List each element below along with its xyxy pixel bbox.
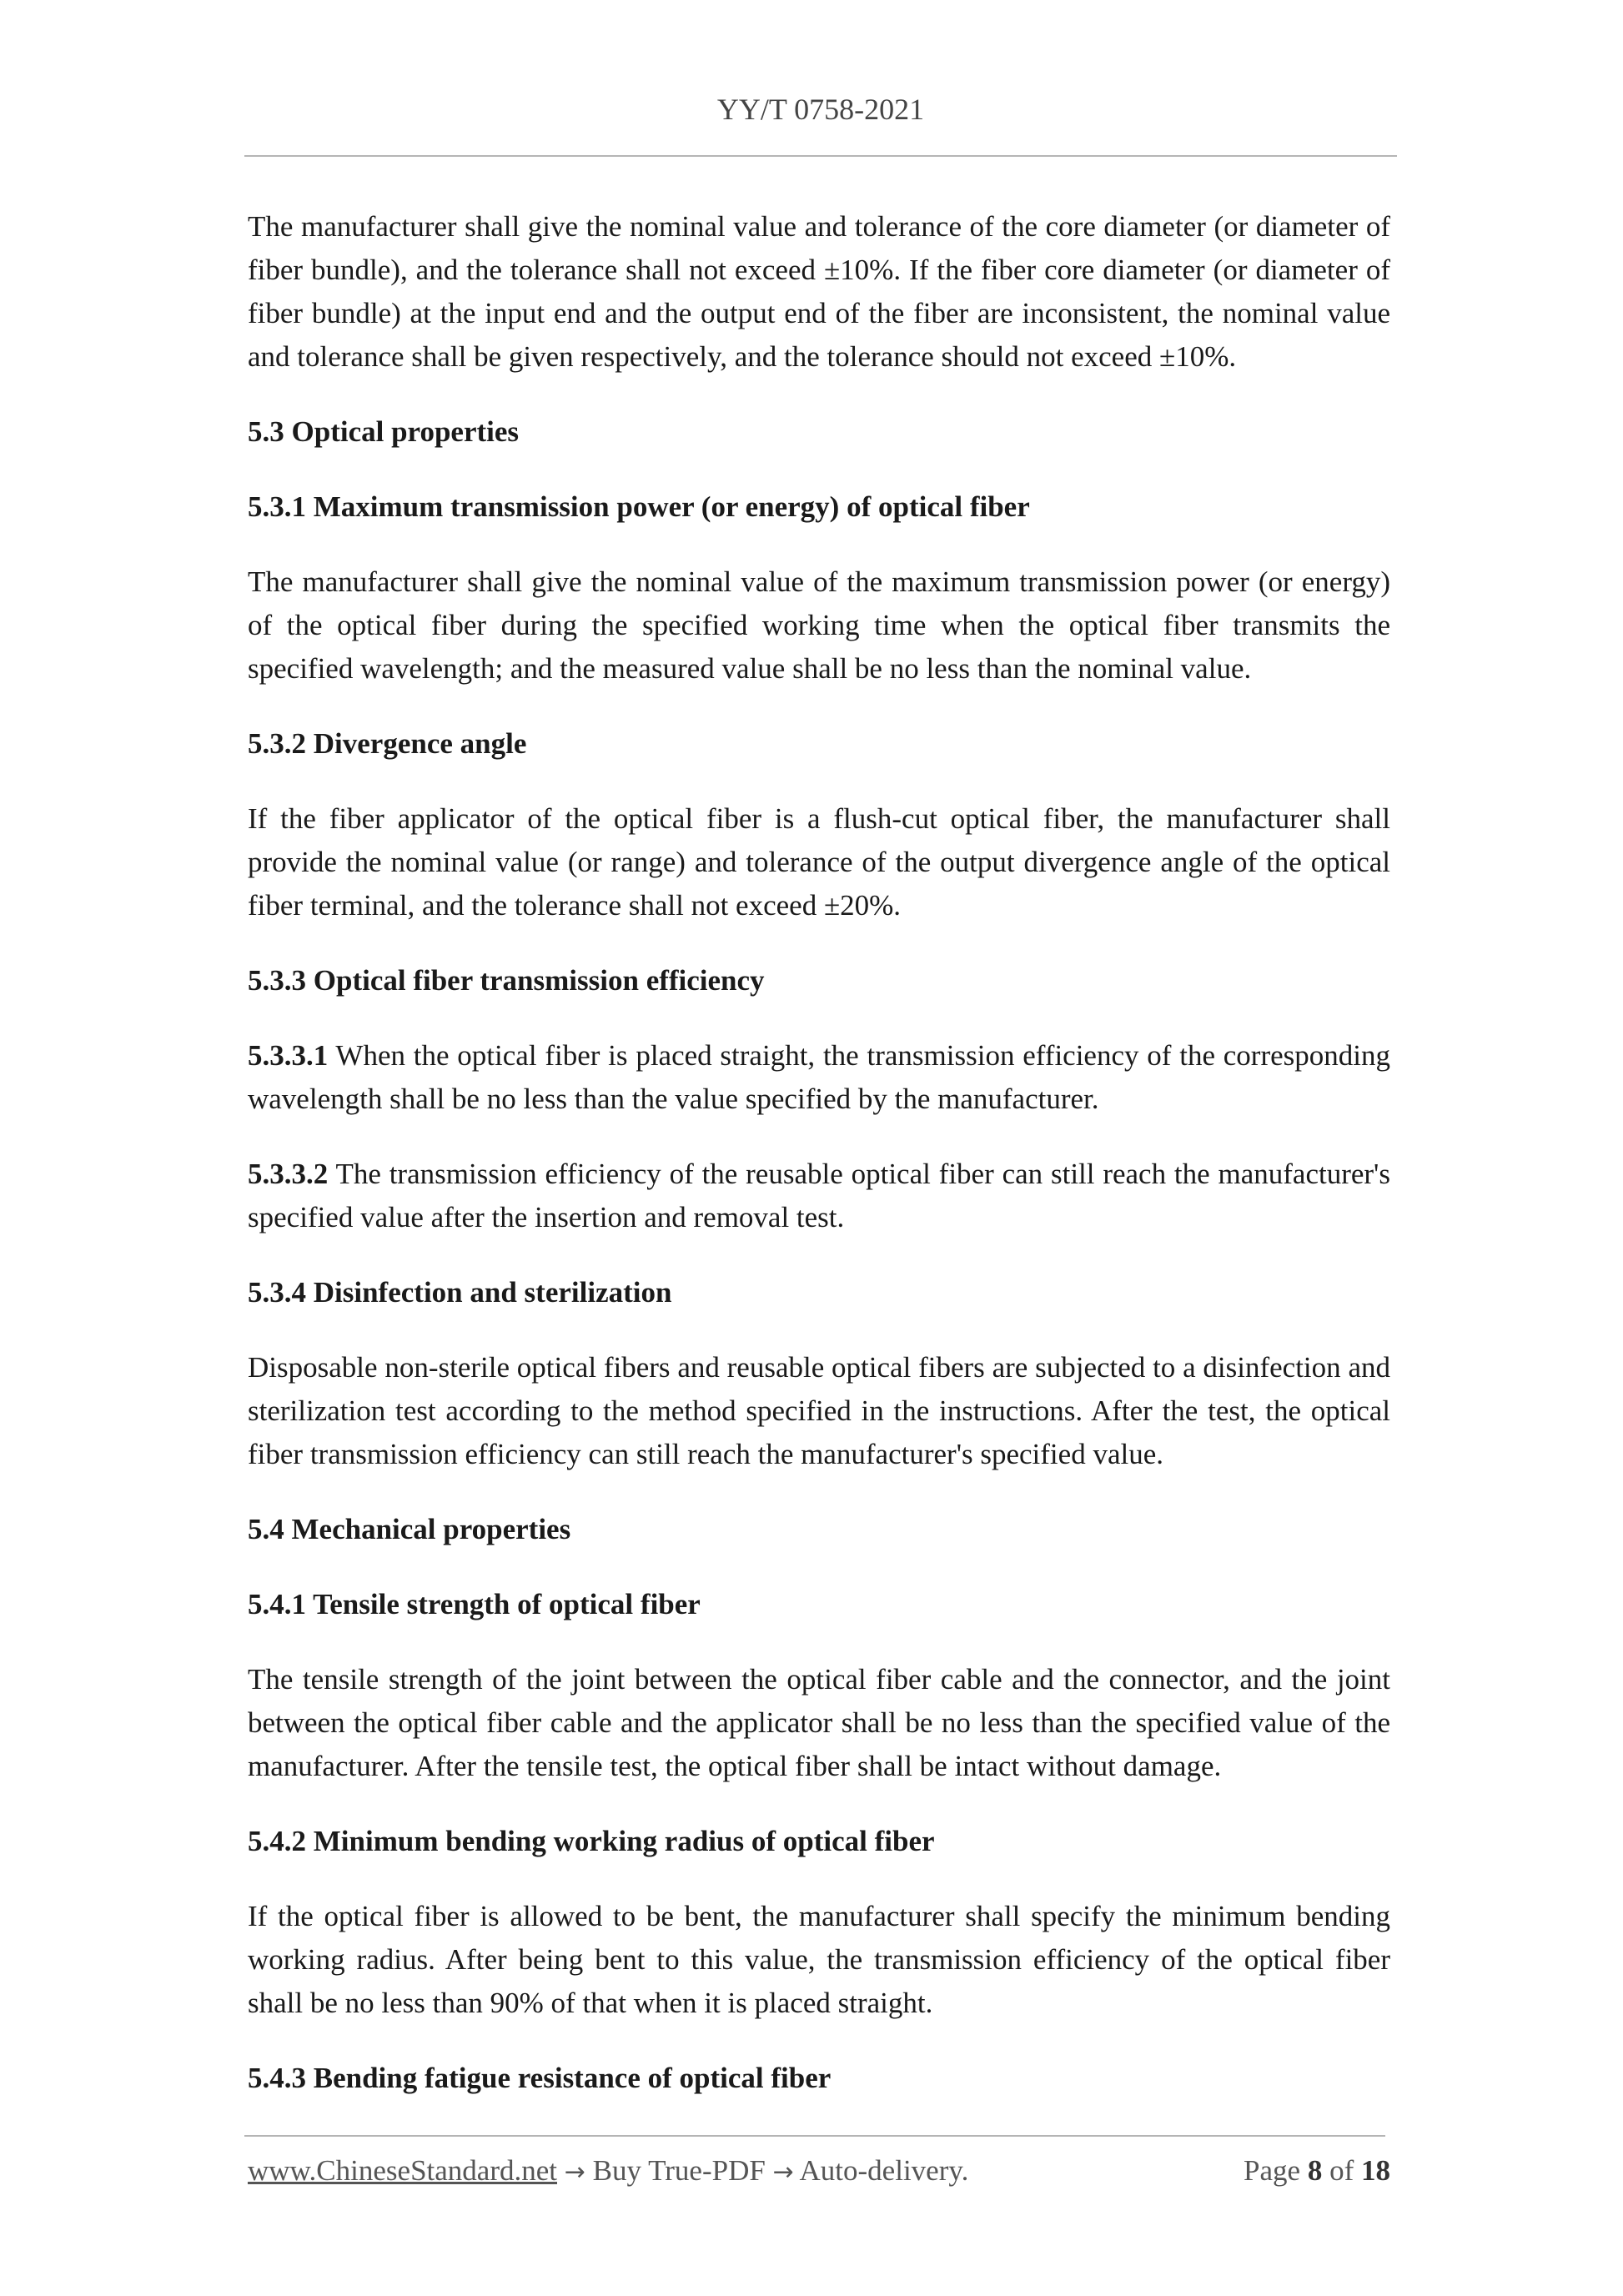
paragraph-5-3-2: If the fiber applicator of the optical fiber is a flush-cut optical fiber, the manufacturer shall provide the nominal value (or range) and tolerance of the output divergence angle of the optical fiber terminal, and the tolerance shall not exceed ±20%. <box>248 802 1390 922</box>
of-label: of <box>1329 2154 1354 2187</box>
paragraph-5-4-1: The tensile strength of the joint between the optical fiber cable and the connector, and the joint between the optical fiber cable and the applicator shall be no less than the specified value of the manufacturer. After the tensile test, the optical fiber shall be intact without damage. <box>248 1663 1390 1782</box>
document-body <box>248 205 1390 2132</box>
page-indicator <box>1244 2154 1390 2188</box>
header-rule <box>244 155 1397 157</box>
paragraph-5-3-4: Disposable non-sterile optical fibers and reusable optical fibers are subjected to a disinfection and sterilization test according to the method specified in the instructions. After the test, the optical fiber transmission efficiency can still reach the manufacturer's specified value. <box>248 1351 1390 1470</box>
heading-5-3-4: 5.3.4 Disinfection and sterilization <box>248 1276 672 1309</box>
auto-delivery-text: Auto-delivery. <box>799 2154 969 2187</box>
page-label: Page <box>1244 2154 1301 2187</box>
paragraph-5-4-2: If the optical fiber is allowed to be bent, the manufacturer shall specify the minimum bending working radius. After being bent to this value, the transmission efficiency of the optical fiber shall be no less than 90% of that when it is placed straight. <box>248 1900 1390 2019</box>
clause-text-5-3-3-1: When the optical fiber is placed straight, the transmission efficiency of the corresponding wavelength shall be no less than the value specified by the manufacturer. <box>248 1039 1390 1115</box>
clause-number-5-3-3-2: 5.3.3.2 <box>248 1158 329 1190</box>
heading-5-4-2: 5.4.2 Minimum bending working radius of optical fiber <box>248 1825 935 1857</box>
heading-5-3-1: 5.3.1 Maximum transmission power (or energy) of optical fiber <box>248 490 1030 523</box>
buy-true-pdf-text: Buy True-PDF <box>592 2154 766 2187</box>
footer-left <box>248 2154 968 2188</box>
clause-number-5-3-3-1: 5.3.3.1 <box>248 1039 329 1072</box>
heading-5-4-3: 5.4.3 Bending fatigue resistance of optical fiber <box>248 2062 832 2094</box>
heading-5-4: 5.4 Mechanical properties <box>248 1513 571 1545</box>
heading-5-3: 5.3 Optical properties <box>248 415 520 448</box>
document-header: YY/T 0758-2021 <box>716 93 925 126</box>
clause-text-5-3-3-2: The transmission efficiency of the reusable optical fiber can still reach the manufacturer's specified value after the insertion and removal test. <box>248 1158 1390 1233</box>
arrow-right-icon: → <box>772 2158 794 2187</box>
paragraph-5-3-1: The manufacturer shall give the nominal value of the maximum transmission power (or energy) of the optical fiber during the specified working time when the optical fiber transmits the specified wavelength; and the measured value shall be no less than the nominal value. <box>248 565 1390 685</box>
paragraph-core-diameter: The manufacturer shall give the nominal value and tolerance of the core diameter (or diameter of fiber bundle), and the tolerance shall not exceed ±10%. If the fiber core diameter (or diameter of fiber bundle) at the input end and the output end of the fiber are inconsistent, the nominal value and tolerance shall be given respectively, and the tolerance should not exceed ±10%. <box>248 210 1390 373</box>
footer-rule <box>244 2135 1385 2137</box>
heading-5-3-2: 5.3.2 Divergence angle <box>248 727 527 760</box>
website-link[interactable]: www.ChineseStandard.net <box>248 2154 557 2187</box>
page-footer <box>248 2154 1390 2188</box>
page-total: 18 <box>1361 2154 1390 2187</box>
heading-5-3-3: 5.3.3 Optical fiber transmission efficiency <box>248 964 765 997</box>
heading-5-4-1: 5.4.1 Tensile strength of optical fiber <box>248 1588 701 1620</box>
page-number: 8 <box>1307 2154 1323 2187</box>
paragraph-5-3-3-1 <box>248 1034 1390 1121</box>
arrow-right-icon: → <box>564 2158 585 2187</box>
paragraph-5-3-3-2 <box>248 1153 1390 1239</box>
